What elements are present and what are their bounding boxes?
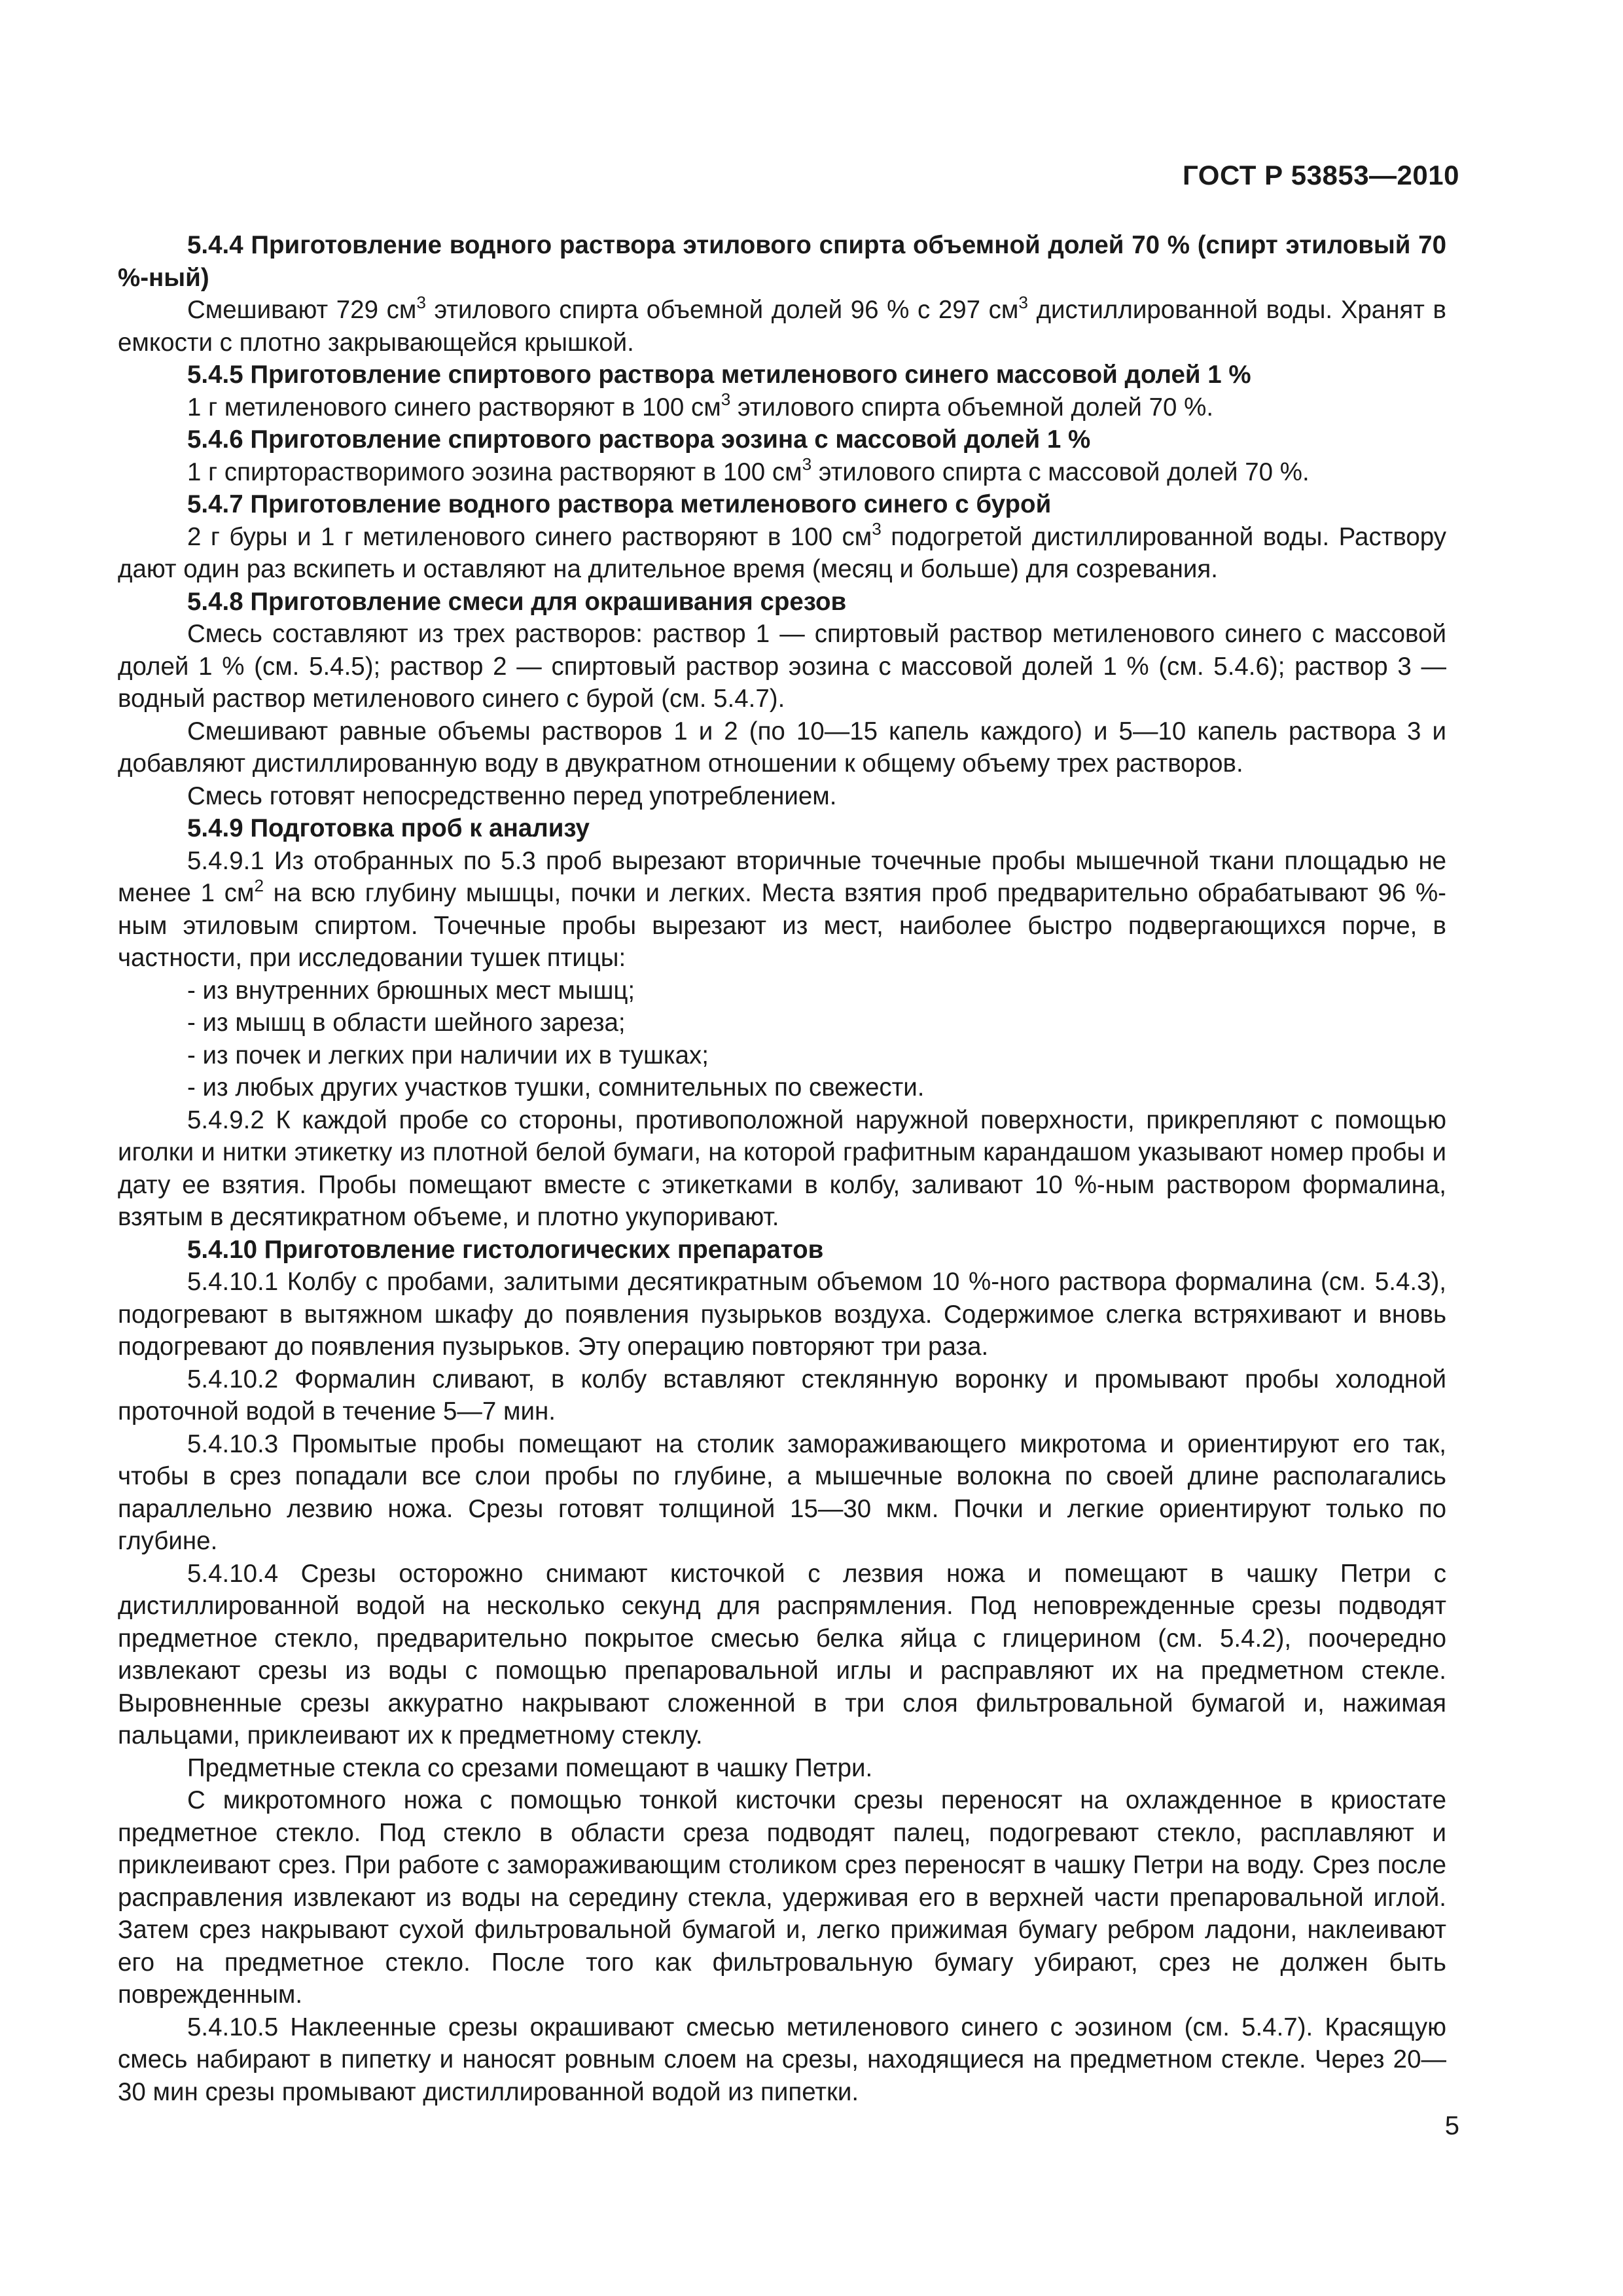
list-item: - из внутренних брюшных мест мышц; — [187, 976, 635, 1005]
paragraph: 1 г спирторастворимого эозина растворяют в 100 $см^3$ этилового спирта с массовой долей 70 %. — [187, 454, 1310, 486]
paragraph: Смешивают равные объемы растворов 1 и 2 (по 10—15 капель каждого) и 5—10 капель раствора 3 и добавляют дистиллированную воду в двукратном отношении к общему объему трех растворов. — [118, 717, 1446, 778]
section-5-4-4-heading: 5.4.4 Приготовление водного раствора этилового спирта объемной долей 70 % (спирт этиловый 70 %-ный) — [118, 231, 1446, 292]
paragraph: Смесь составляют из трех растворов: раствор 1 — спиртовый раствор метиленового синего с массовой долей 1 % (см. 5.4.5); раствор 2 — спиртовый раствор эозина с массовой долей 1 % (см. 5.4.6); раствор 3 — водный раствор метиленового синего с бурой (см. 5.4.7). — [118, 620, 1446, 713]
document-body — [118, 229, 1446, 2108]
list-item: - из почек и легких при наличии их в тушках; — [187, 1041, 709, 1069]
paragraph: 5.4.10.2 Формалин сливают, в колбу вставляют стеклянную воронку и промывают пробы холодной проточной водой в течение 5—7 мин. — [118, 1365, 1446, 1426]
list-item: - из любых других участков тушки, сомнительных по свежести. — [187, 1073, 925, 1102]
page-number: 5 — [1444, 2111, 1459, 2140]
section-5-4-5-heading: 5.4.5 Приготовление спиртового раствора метиленового синего массовой долей 1 % — [187, 361, 1251, 389]
paragraph: 5.4.9.1 Из отобранных по 5.3 проб вырезают вторичные точечные пробы мышечной ткани площадью не менее 1 $см^2$ на всю глубину мышцы, почки и легких. Места взятия проб предварительно обрабатывают 96 %-ным этиловым спиртом. Точечные пробы вырезают из мест, наиболее быстро подвергающихся порче, в частности, при исследовании тушек птицы: — [118, 846, 1446, 972]
paragraph: Смесь готовят непосредственно перед употреблением. — [187, 781, 837, 810]
document-header: ГОСТ Р 53853—2010 — [1183, 160, 1459, 190]
section-5-4-7-heading: 5.4.7 Приготовление водного раствора метиленового синего с бурой — [187, 490, 1052, 518]
paragraph: 1 г метиленового синего растворяют в 100 $см^3$ этилового спирта объемной долей 70 %. — [187, 389, 1214, 422]
paragraph: 5.4.10.4 Срезы осторожно снимают кисточкой с лезвия ножа и помещают в чашку Петри с дистиллированной водой на несколько секунд для распрямления. Под неповрежденные срезы подводят предметное стекло, предварительно покрытое смесью белка яйца с глицерином (см. 5.4.2), поочередно извлекают срезы из воды с помощью препаровальной иглы и расправляют их на предметном стекле. Выровненные срезы аккуратно накрывают сложенной в три слоя фильтровальной бумагой и, нажимая пальцами, приклеивают их к предметному стеклу. — [118, 1559, 1446, 1749]
paragraph: 5.4.10.1 Колбу с пробами, залитыми десятикратным объемом 10 %-ного раствора формалина (см. 5.4.3), подогревают в вытяжном шкафу до появления пузырьков воздуха. Содержимое слегка встряхивают и вновь подогревают до появления пузырьков. Эту операцию повторяют три раза. — [118, 1268, 1446, 1361]
section-5-4-9-heading: 5.4.9 Подготовка проб к анализу — [187, 814, 590, 842]
section-5-4-10-heading: 5.4.10 Приготовление гистологических препаратов — [187, 1235, 824, 1264]
section-5-4-6-heading: 5.4.6 Приготовление спиртового раствора эозина с массовой долей 1 % — [187, 425, 1091, 454]
paragraph: Смешивают 729 $см^3$ этилового спирта объемной долей 96 % с 297 $см^3$ дистиллированной воды. Хранят в емкости с плотно закрывающейся крышкой. — [118, 292, 1446, 357]
paragraph: 2 г буры и 1 г метиленового синего растворяют в 100 $см^3$ подогретой дистиллированной воды. Раствору дают один раз вскипеть и оставляют на длительное время (месяц и больше) для созревания. — [118, 519, 1446, 583]
paragraph: Предметные стекла со срезами помещают в чашку Петри. — [187, 1753, 873, 1782]
paragraph: С микротомного ножа с помощью тонкой кисточки срезы переносят на охлажденное в криостате предметное стекло. Под стекло в области среза подводят палец, подогревают стекло, расплавляют и приклеивают срез. При работе с замораживающим столиком срез переносят в чашку Петри на воду. Срез после расправления извлекают из воды на середину стекла, удерживая его в верхней части препаровальной иглой. Затем срез накрывают сухой фильтровальной бумагой и, легко прижимая бумагу ребром ладони, наклеивают его на предметное стекло. После того как фильтровальную бумагу убирают, срез не должен быть поврежденным. — [118, 1786, 1446, 2009]
paragraph: 5.4.10.5 Наклеенные срезы окрашивают смесью метиленового синего с эозином (см. 5.4.7). Красящую смесь набирают в пипетку и наносят ровным слоем на срезы, находящиеся на предметном стекле. Через 20—30 мин срезы промывают дистиллированной водой из пипетки. — [118, 2013, 1446, 2106]
list-item: - из мышц в области шейного зареза; — [187, 1009, 626, 1037]
section-5-4-8-heading: 5.4.8 Приготовление смеси для окрашивания срезов — [187, 587, 847, 616]
paragraph: 5.4.10.3 Промытые пробы помещают на столик замораживающего микротома и ориентируют его так, чтобы в срез попадали все слои пробы по глубине, а мышечные волокна по своей длине располагались параллельно лезвию ножа. Срезы готовят толщиной 15—30 мкм. Почки и легкие ориентируют только по глубине. — [118, 1429, 1446, 1555]
paragraph: 5.4.9.2 К каждой пробе со стороны, противоположной наружной поверхности, прикрепляют с помощью иголки и нитки этикетку из плотной белой бумаги, на которой графитным карандашом указывают номер пробы и дату ее взятия. Пробы помещают вместе с этикетками в колбу, заливают 10 %-ным раствором формалина, взятым в десятикратном объеме, и плотно укупоривают. — [118, 1105, 1446, 1231]
